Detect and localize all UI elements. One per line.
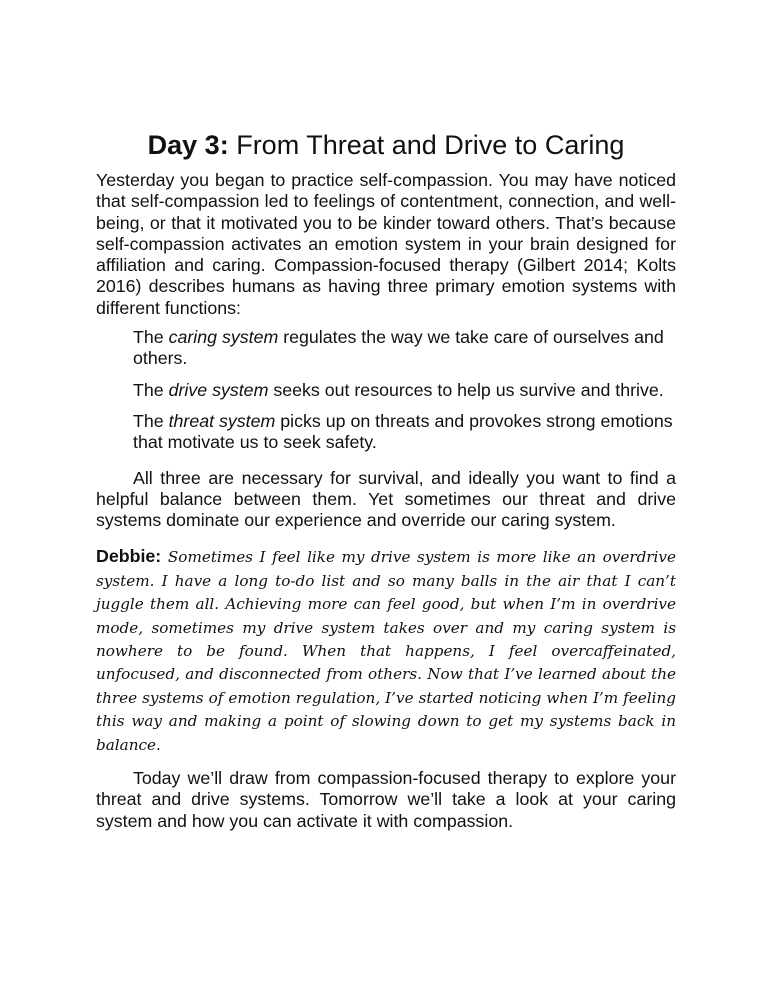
quote-text: Sometimes I feel like my drive system is more like an overdrive system. I have a long to-do list and so many balls in the air that I can’t juggle them all. Achieving more can feel good, but when I’m in overdrive mode, sometimes my drive system takes over and my caring system is nowhere to be found. When that happens, I feel overcaffeinated, unfocused, and disconnected from others. Now that I’ve learned about the three systems of emotion regulation, I’ve started noticing when I’m feeling this way and making a point of slowing down to get my systems back in balance.: [96, 548, 676, 754]
threat-prefix: The: [133, 410, 169, 431]
threat-description: picks up on threats and provokes strong emotions that motivate us to seek safety.: [133, 410, 673, 453]
drive-description: seeks out resources to help us survive and thrive.: [268, 379, 664, 400]
caring-prefix: The: [133, 327, 169, 348]
intro-paragraph: Yesterday you began to practice self-compassion. You may have noticed that self-compassion led to feelings of contentment, connection, and well-being, or that it motivated you to be kinder toward others. That’s because self-compassion activates an emotion system in your brain designed for affiliation and caring. Compassion-focused therapy (Gilbert 2014; Kolts 2016) describes humans as having three primary emotion systems with different functions:: [96, 170, 676, 318]
drive-system-item: [133, 380, 676, 401]
title-text: From Threat and Drive to Caring: [236, 130, 625, 160]
threat-system-term: threat system: [168, 410, 276, 431]
quote-speaker: Debbie:: [96, 546, 162, 567]
caring-system-term: caring system: [168, 327, 279, 348]
closing-paragraph: Today we’ll draw from compassion-focused therapy to explore your threat and drive systems. Tomorrow we’ll take a look at your caring system and how you can activate it with compassion.: [96, 768, 676, 831]
threat-system-item: [133, 411, 676, 454]
caring-description: regulates the way we take care of ourselves and others.: [133, 327, 664, 369]
day-label: Day 3:: [147, 130, 229, 160]
drive-prefix: The: [133, 379, 169, 400]
caring-system-item: [133, 327, 676, 370]
body-text: [96, 170, 676, 832]
page-title: [96, 128, 676, 162]
debbie-quote: [96, 545, 676, 756]
drive-system-term: drive system: [168, 379, 269, 400]
balance-paragraph: All three are necessary for survival, and ideally you want to find a helpful balance between them. Yet sometimes our threat and drive systems dominate our experience and override our caring system.: [96, 467, 676, 531]
